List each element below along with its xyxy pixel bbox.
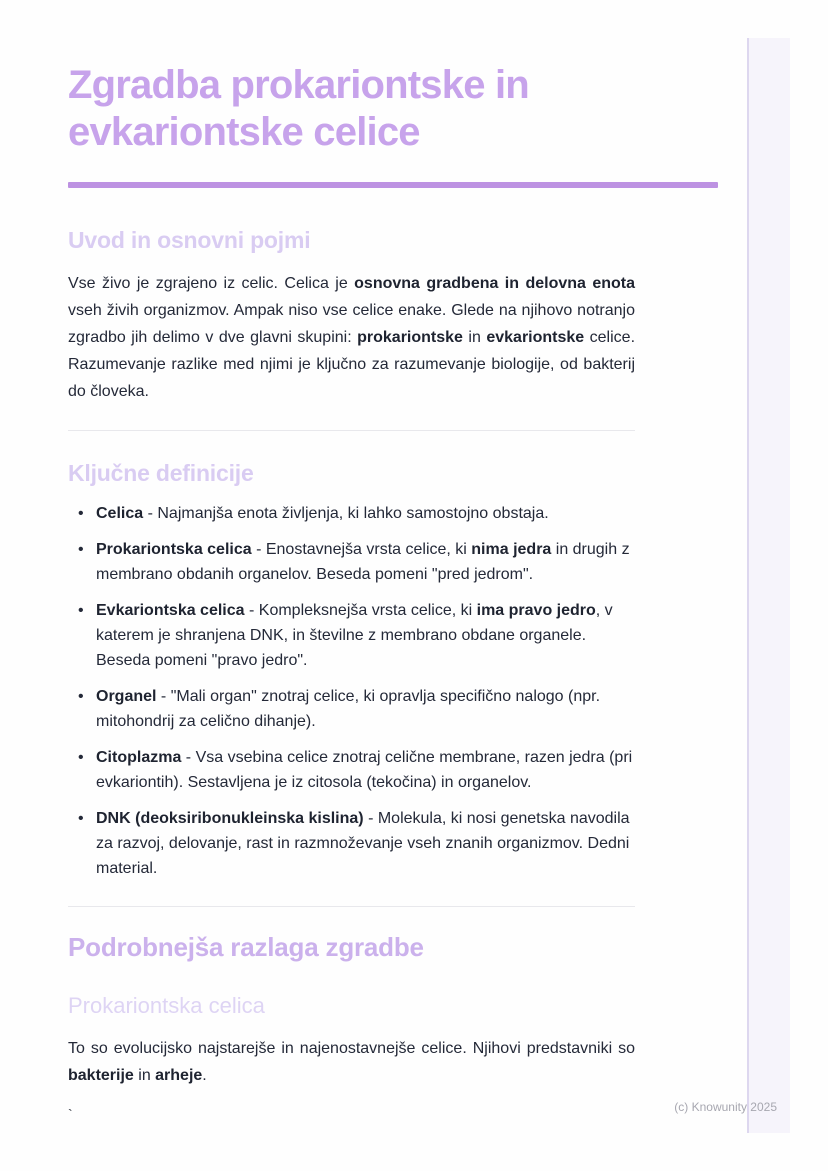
subsection-heading-prokaryote: Prokariontska celica: [68, 993, 265, 1018]
list-item-celica: • Celica - Najmanjša enota življenja, ki lahko samostojno obstaja.: [68, 501, 635, 526]
section-heading-intro: Uvod in osnovni pojmi: [68, 227, 311, 253]
section-heading-structure: Podrobnejša razlaga zgradbe: [68, 932, 424, 962]
stray-backtick-character: `: [68, 1106, 73, 1122]
copyright-footer: (c) Knowunity 2025: [674, 1100, 777, 1114]
list-item-evkariontska-celica: • Evkariontska celica - Kompleksnejša vrsta celice, ki ima pravo jedro, v katerem je shranjena DNK, in številne z membrano obdane organele. Beseda pomeni "pravo jedro".: [68, 598, 635, 673]
document-title: Zgradba prokariontske in evkariontske celice: [68, 63, 529, 154]
definitions-list: [68, 501, 635, 881]
section-heading-definitions: Ključne definicije: [68, 460, 254, 486]
list-item-prokariontska-celica: • Prokariontska celica - Enostavnejša vrsta celice, ki nima jedra in drugih z membrano obdanih organelov. Beseda pomeni "pred jedrom".: [68, 537, 635, 587]
section-divider: [68, 430, 635, 431]
list-item-organel: • Organel - "Mali organ" znotraj celice, ki opravlja specifično nalogo (npr. mitohondrij za celično dihanje).: [68, 684, 635, 734]
list-item-citoplazma: • Citoplazma - Vsa vsebina celice znotraj celične membrane, razen jedra (pri evkariontih). Sestavljena je iz citosola (tekočina) in organelov.: [68, 745, 635, 795]
prokaryote-paragraph: To so evolucijsko najstarejše in najenostavnejše celice. Njihovi predstavniki so bakterije in arheje.: [68, 1040, 635, 1084]
list-item-dnk: • DNK (deoksiribonukleinska kislina) - Molekula, ki nosi genetska navodila za razvoj, delovanje, rast in razmnoževanje vseh znanih organizmov. Dedni material.: [68, 806, 635, 881]
section-divider: [68, 906, 635, 907]
title-underline-rule: [68, 182, 718, 188]
intro-paragraph: Vse živo je zgrajeno iz celic. Celica je osnovna gradbena in delovna enota vseh živih organizmov. Ampak niso vse celice enake. Glede na njihovo notranjo zgradbo jih delimo v dve glavni skupini: prokariontske in evkariontske celice. Razumevanje razlike med njimi je ključno za razumevanje biologije, od bakterij do človeka.: [68, 275, 636, 400]
